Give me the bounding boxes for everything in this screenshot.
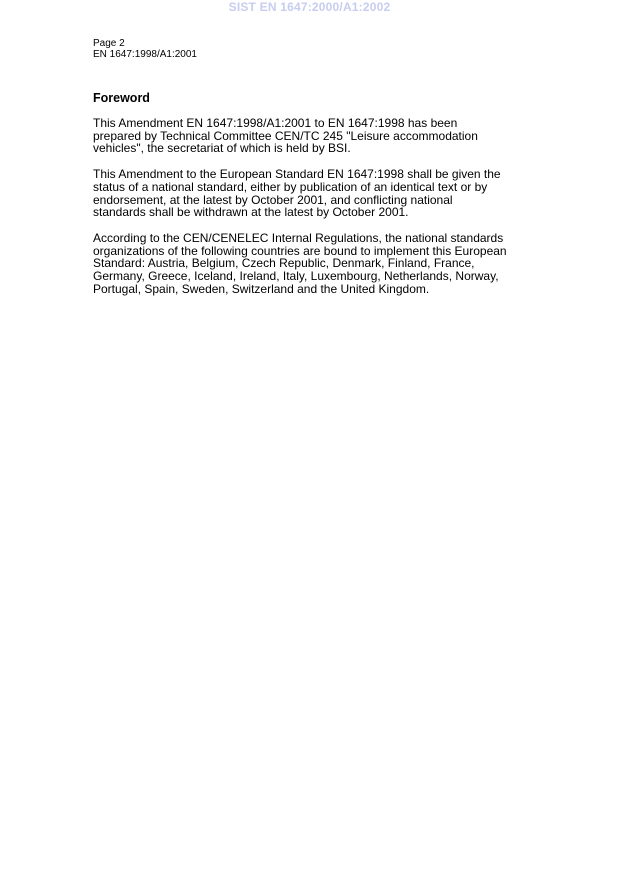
text-line: prepared by Technical Committee CEN/TC 245 "Leisure accommodation bbox=[93, 128, 478, 143]
text-line: organizations of the following countries are bound to implement this European bbox=[93, 243, 507, 258]
text-line: standards shall be withdrawn at the latest by October 2001. bbox=[93, 205, 409, 220]
text-line: status of a national standard, either by publication of an identical text or by bbox=[93, 179, 488, 194]
foreword-section bbox=[93, 91, 533, 308]
text-line: Germany, Greece, Iceland, Ireland, Italy, Luxembourg, Netherlands, Norway, bbox=[93, 269, 499, 284]
text-line: endorsement, at the latest by October 2001, and conflicting national bbox=[93, 192, 453, 207]
page-number: Page 2 bbox=[93, 38, 125, 49]
text-line: According to the CEN/CENELEC Internal Regulations, the national standards bbox=[93, 230, 504, 245]
document-id: EN 1647:1998/A1:2001 bbox=[93, 49, 197, 60]
paragraph-countries bbox=[93, 232, 533, 296]
text-line: This Amendment EN 1647:1998/A1:2001 to EN 1647:1998 has been bbox=[93, 116, 458, 130]
text-line: vehicles", the secretariat of which is held by BSI. bbox=[93, 141, 351, 156]
section-title: Foreword bbox=[93, 91, 150, 105]
page-header bbox=[93, 38, 197, 60]
document-watermark: SIST EN 1647:2000/A1:2002 bbox=[228, 0, 391, 14]
text-line: This Amendment to the European Standard EN 1647:1998 shall be given the bbox=[93, 167, 501, 182]
paragraph-national-status bbox=[93, 168, 533, 219]
text-line: Standard: Austria, Belgium, Czech Republic, Denmark, Finland, France, bbox=[93, 256, 475, 271]
text-line: Portugal, Spain, Sweden, Switzerland and the United Kingdom. bbox=[93, 281, 430, 296]
paragraph-amendment-intro bbox=[93, 117, 533, 155]
